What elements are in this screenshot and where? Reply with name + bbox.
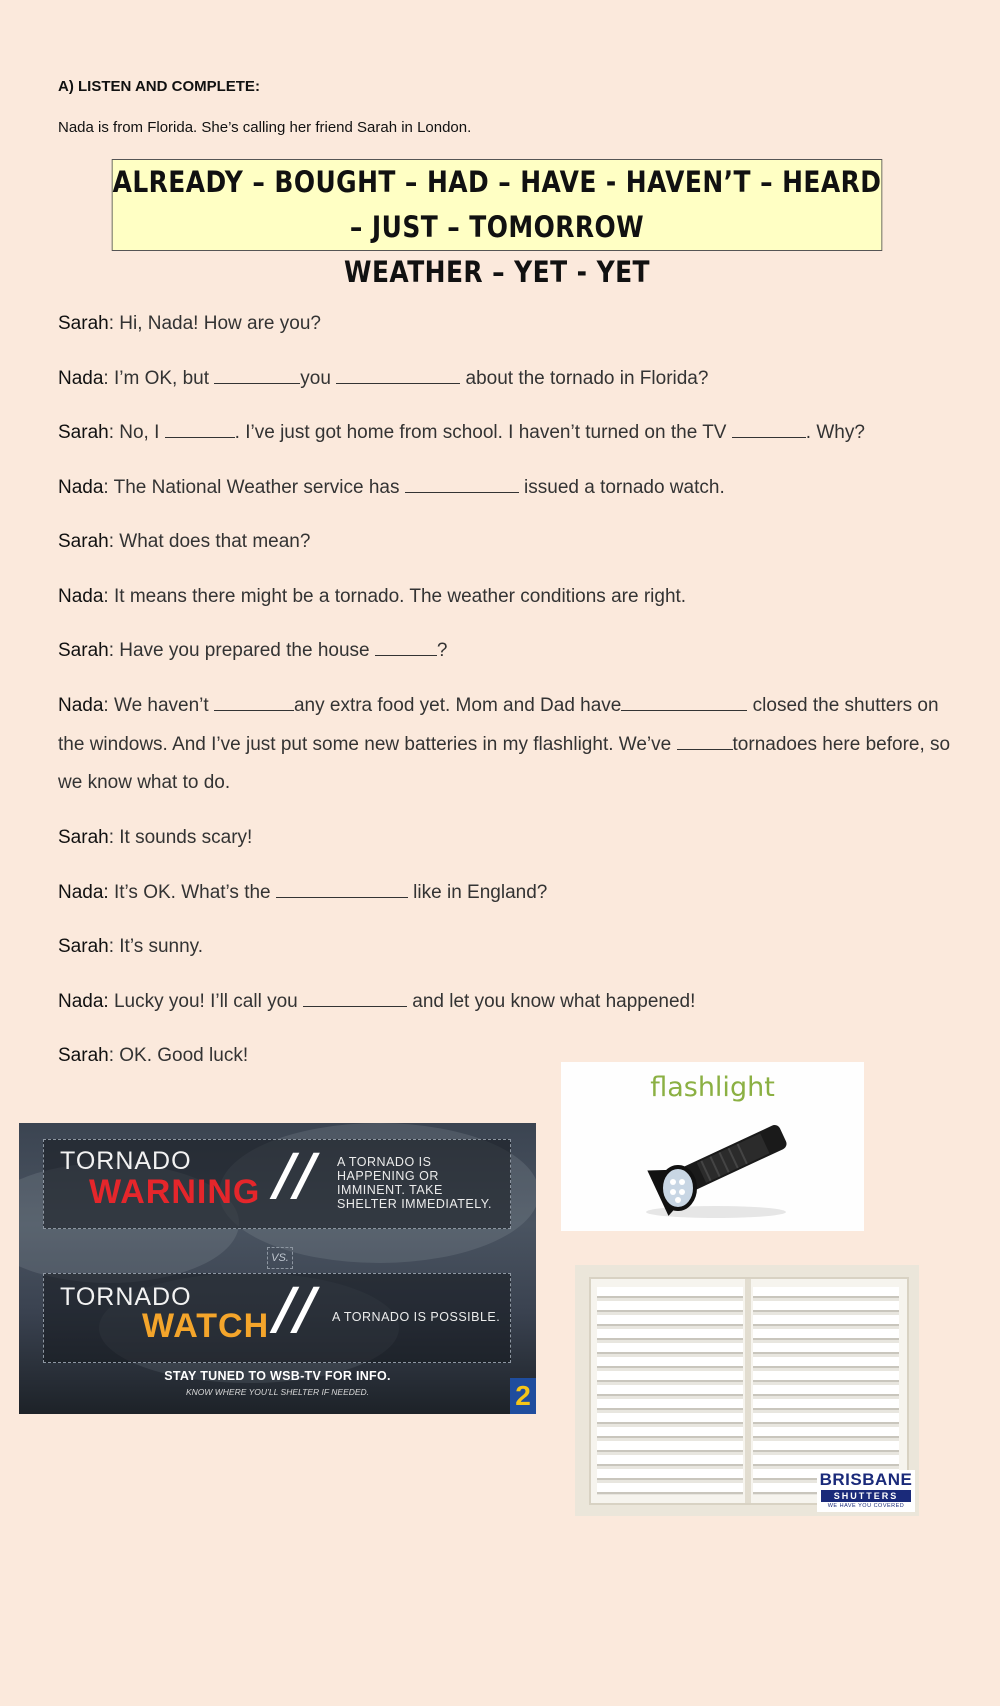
warning-desc-line: A TORNADO IS: [337, 1155, 432, 1169]
shutter-left-panel: [597, 1287, 743, 1495]
line-text: the windows. And I’ve just put some new batteries in my flashlight. We’ve: [58, 734, 677, 755]
speaker-name: Sarah: [58, 422, 109, 443]
speaker-name: Nada:: [58, 882, 109, 903]
dialog-line-1: [58, 305, 958, 343]
line-text: . Why?: [805, 422, 865, 443]
line-text: : OK. Good luck!: [108, 1045, 249, 1066]
watch-description: A TORNADO IS POSSIBLE.: [332, 1310, 501, 1324]
brand-tagline: WE HAVE YOU COVERED: [827, 1503, 905, 1509]
speaker-name: Sarah: [58, 1045, 109, 1066]
exercise-heading: A) LISTEN AND COMPLETE:: [58, 78, 260, 95]
line-text: : It sounds scary!: [108, 827, 253, 848]
watch-top-text: TORNADO: [60, 1283, 192, 1311]
word-bank-line-1: ALREADY – BOUGHT – HAD – HAVE - HAVEN’T – HEARD – JUST – TOMORROW: [112, 165, 882, 244]
speaker-name: Nada:: [58, 991, 109, 1012]
warning-description: [337, 1155, 492, 1211]
line-text: closed the shutters on: [747, 695, 939, 716]
answer-blank[interactable]: [303, 984, 407, 1007]
answer-blank[interactable]: [214, 688, 294, 711]
shutter-right-panel: [753, 1287, 899, 1495]
dialog-line-6: [58, 578, 958, 616]
answer-blank[interactable]: [276, 875, 408, 898]
line-text: : I’m OK, but: [103, 368, 215, 389]
channel-logo: 2: [510, 1378, 536, 1414]
answer-blank[interactable]: [375, 633, 437, 656]
brand-name: BRISBANE: [819, 1470, 913, 1489]
dialog-line-12: [58, 983, 958, 1021]
dialog-line-8-cont: [58, 726, 958, 764]
line-text: : No, I: [108, 422, 165, 443]
dialog-line-4: [58, 469, 958, 507]
line-text: tornadoes here before, so: [732, 734, 951, 755]
line-text: and let you know what happened!: [407, 991, 696, 1012]
line-text: : Have you prepared the house: [108, 640, 375, 661]
line-text: issued a tornado watch.: [518, 477, 725, 498]
speaker-name: Nada: [58, 477, 104, 498]
flashlight-label: flashlight: [650, 1072, 775, 1103]
line-text: : It means there might be a tornado. The weather conditions are right.: [103, 586, 687, 607]
dialog-line-5: [58, 523, 958, 561]
dialog-line-8: [58, 687, 958, 725]
warning-desc-line: IMMINENT. TAKE: [337, 1183, 443, 1197]
word-bank-box: [112, 159, 883, 289]
line-text: you: [300, 368, 337, 389]
warning-slash: //: [275, 1143, 316, 1208]
warning-top-text: TORNADO: [60, 1147, 192, 1175]
warning-big-text: WARNING: [89, 1173, 261, 1211]
flashlight-icon: [561, 1062, 864, 1231]
watch-slash: //: [275, 1277, 316, 1342]
speaker-name: Sarah: [58, 640, 109, 661]
dialog-line-9: [58, 819, 958, 857]
tornado-warning-vs-watch-image: [19, 1123, 536, 1414]
brand-sub: SHUTTERS: [821, 1490, 911, 1502]
speaker-name: Sarah: [58, 313, 109, 334]
answer-blank[interactable]: [214, 361, 300, 384]
flashlight-image: [561, 1062, 864, 1231]
speaker-name: Nada: [58, 586, 104, 607]
speaker-name: Sarah: [58, 531, 109, 552]
line-text: any extra food yet. Mom and Dad have: [293, 695, 622, 716]
warning-desc-line: SHELTER IMMEDIATELY.: [337, 1197, 492, 1211]
answer-blank[interactable]: [732, 415, 806, 438]
dialog-line-11: [58, 928, 958, 966]
answer-blank[interactable]: [165, 415, 235, 438]
line-text: Lucky you! I’ll call you: [108, 991, 304, 1012]
brisbane-shutters-logo: [817, 1470, 915, 1512]
dialog-line-8-end: [58, 764, 958, 802]
speaker-name: Nada: [58, 695, 104, 716]
window-shutters-image: [575, 1265, 919, 1516]
dialog-line-2: [58, 360, 958, 398]
answer-blank[interactable]: [677, 727, 733, 750]
watch-big-text: WATCH: [142, 1307, 270, 1345]
answer-blank[interactable]: [621, 688, 747, 711]
answer-blank[interactable]: [336, 361, 460, 384]
line-text: : Hi, Nada! How are you?: [108, 313, 321, 334]
intro-text: Nada is from Florida. She’s calling her friend Sarah in London.: [58, 119, 472, 136]
line-text: : What does that mean?: [108, 531, 311, 552]
word-bank-line-2: WEATHER – YET - YET: [344, 255, 650, 289]
warning-desc-line: HAPPENING OR: [337, 1169, 439, 1183]
shelter-note-text: KNOW WHERE YOU’LL SHELTER IF NEEDED.: [185, 1387, 370, 1397]
line-text: about the tornado in Florida?: [460, 368, 709, 389]
line-text: . I’ve just got home from school. I haven’t turned on the TV: [234, 422, 732, 443]
line-text: : It’s sunny.: [108, 936, 204, 957]
answer-blank[interactable]: [405, 470, 519, 493]
dialog-line-7: [58, 632, 958, 670]
speaker-name: Sarah: [58, 936, 109, 957]
dialog-line-3: [58, 414, 958, 452]
line-text: : The National Weather service has: [103, 477, 405, 498]
line-text: we know what to do.: [58, 772, 231, 793]
speaker-name: Nada: [58, 368, 104, 389]
dialog-line-10: [58, 874, 958, 912]
line-text: ?: [436, 640, 448, 661]
line-text: It’s OK. What’s the: [108, 882, 276, 903]
speaker-name: Sarah: [58, 827, 109, 848]
line-text: like in England?: [407, 882, 548, 903]
vs-label: VS.: [267, 1247, 293, 1269]
stay-tuned-text: STAY TUNED TO WSB-TV FOR INFO.: [164, 1369, 391, 1383]
line-text: : We haven’t: [103, 695, 214, 716]
